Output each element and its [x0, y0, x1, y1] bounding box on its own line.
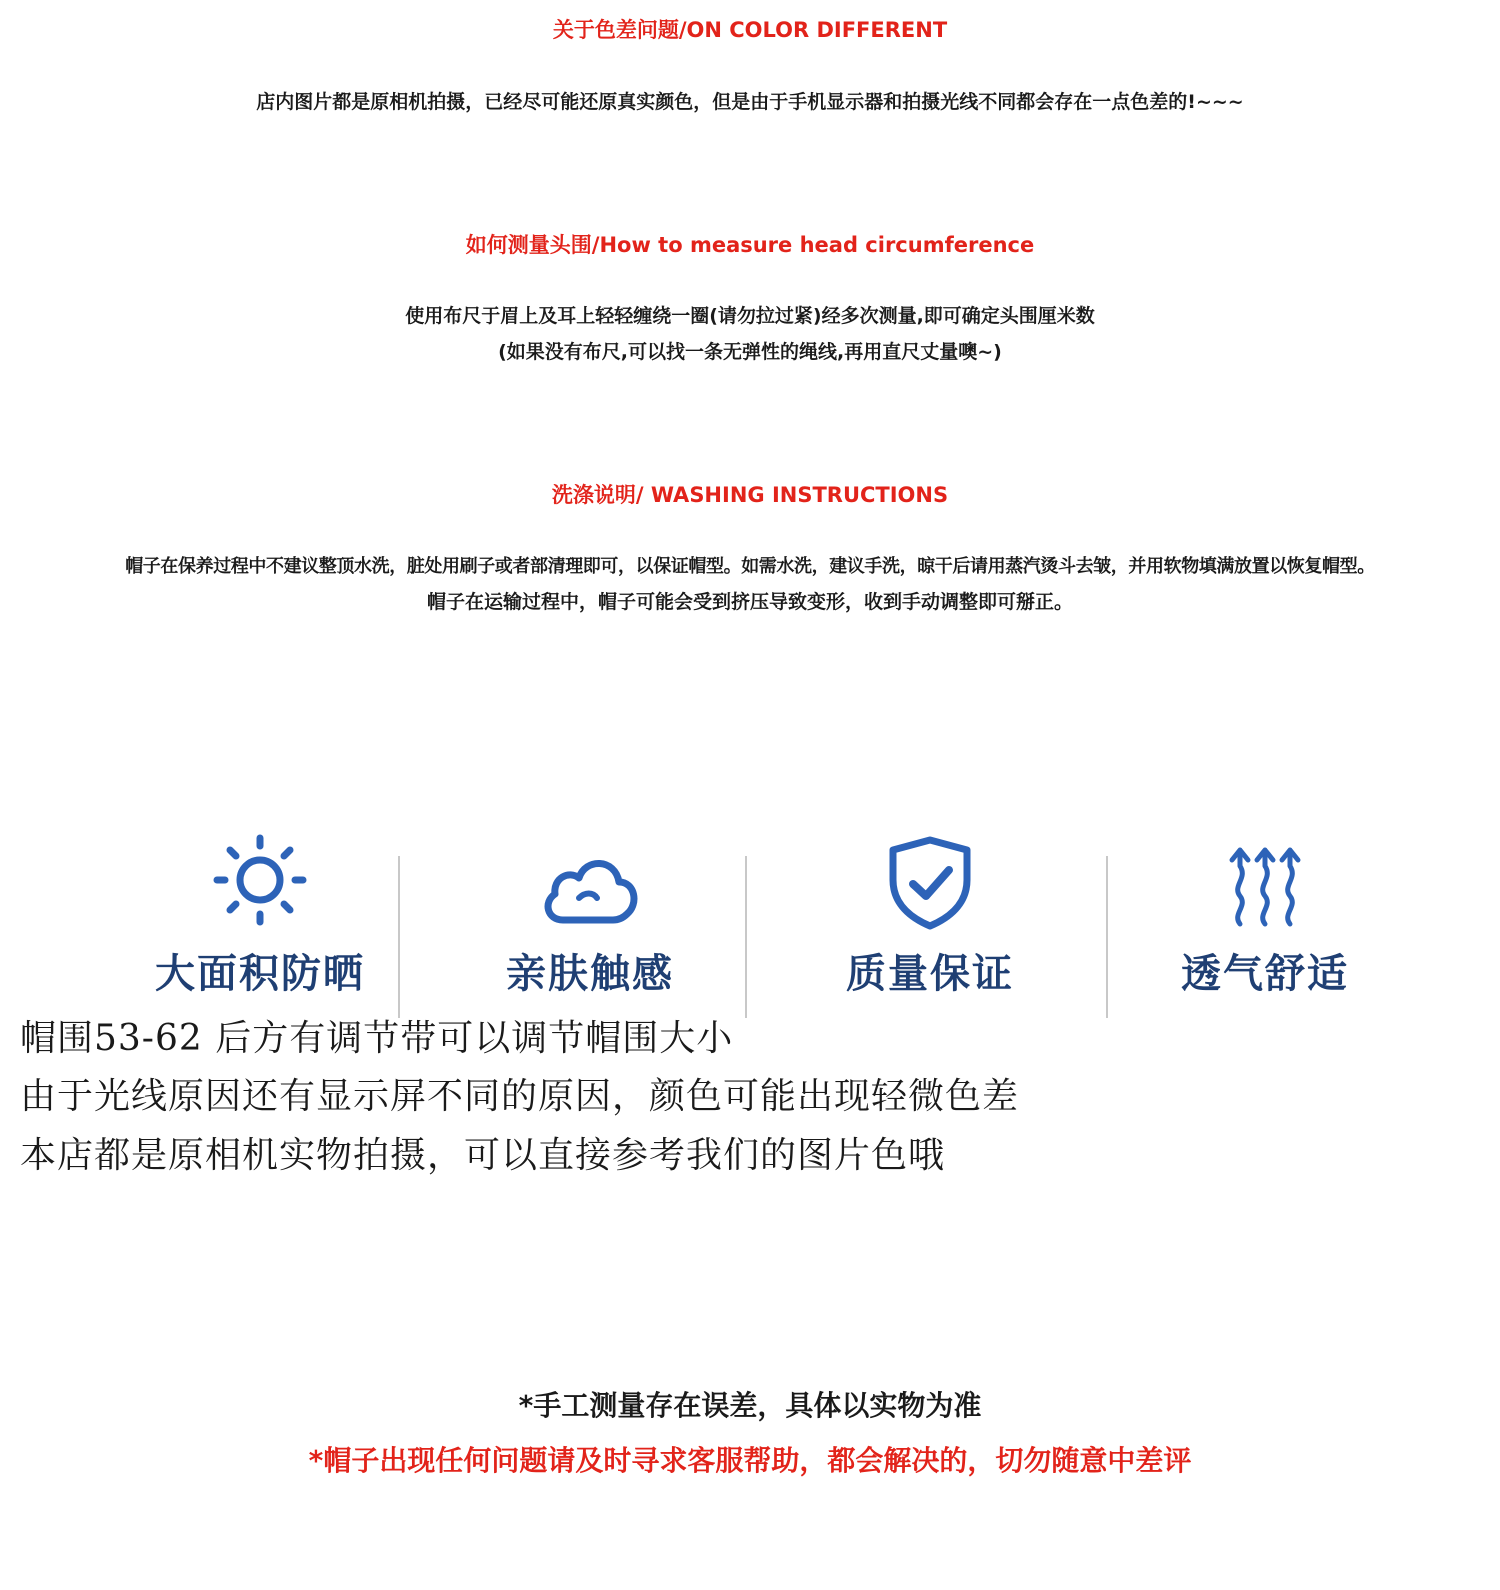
feature-strip: [95, 832, 1405, 1022]
size-info-line3: 本店都是原相机实物拍摄，可以直接参考我们的图片色哦: [20, 1135, 946, 1176]
measurement-error-note: *手工测量存在误差，具体以实物为准: [518, 1389, 982, 1422]
feature-divider: [398, 856, 400, 1018]
feature-skin-touch: [425, 832, 755, 1022]
shield-check-icon: [875, 832, 985, 932]
feature-label-quality: 质量保证: [846, 951, 1014, 997]
feature-divider: [745, 856, 747, 1018]
airflow-arrows-icon: [1210, 832, 1320, 932]
feature-label-breathable: 透气舒适: [1181, 951, 1349, 997]
feature-sun-protection: [95, 832, 425, 1022]
washing-section-line1: 帽子在保养过程中不建议整顶水洗，脏处用刷子或者部清理即可，以保证帽型。如需水洗，建议手洗，晾干后请用蒸汽烫斗去皱，并用软物填满放置以恢复帽型。: [125, 556, 1375, 577]
feature-quality: [765, 832, 1095, 1022]
color-section-heading: 关于色差问题/ON COLOR DIFFERENT: [552, 18, 948, 42]
measure-section-line2: (如果没有布尺,可以找一条无弹性的绳线,再用直尺丈量噢~): [498, 341, 1002, 363]
washing-section-heading: 洗涤说明/ WASHING INSTRUCTIONS: [551, 483, 949, 507]
measure-section-line1: 使用布尺于眉上及耳上轻轻缠绕一圈(请勿拉过紧)经多次测量,即可确定头围厘米数: [405, 305, 1095, 327]
measure-section-heading: 如何测量头围/How to measure head circumference: [465, 233, 1035, 257]
cloud-icon: [535, 832, 645, 932]
size-info-line1: 帽围53-62 后方有调节带可以调节帽围大小: [20, 1018, 734, 1059]
washing-section-line2: 帽子在运输过程中，帽子可能会受到挤压导致变形，收到手动调整即可掰正。: [426, 591, 1073, 613]
customer-service-note: *帽子出现任何问题请及时寻求客服帮助，都会解决的，切勿随意中差评: [308, 1444, 1192, 1477]
feature-label-skin-touch: 亲肤触感: [506, 951, 674, 997]
feature-breathable: [1100, 832, 1430, 1022]
size-info-line2: 由于光线原因还有显示屏不同的原因，颜色可能出现轻微色差: [20, 1076, 1020, 1117]
feature-label-sun-protection: 大面积防晒: [155, 951, 365, 997]
sun-icon: [205, 832, 315, 932]
color-section-text: 店内图片都是原相机拍摄，已经尽可能还原真实颜色，但是由于手机显示器和拍摄光线不同都会存在一点色差的!~~~: [256, 91, 1244, 113]
